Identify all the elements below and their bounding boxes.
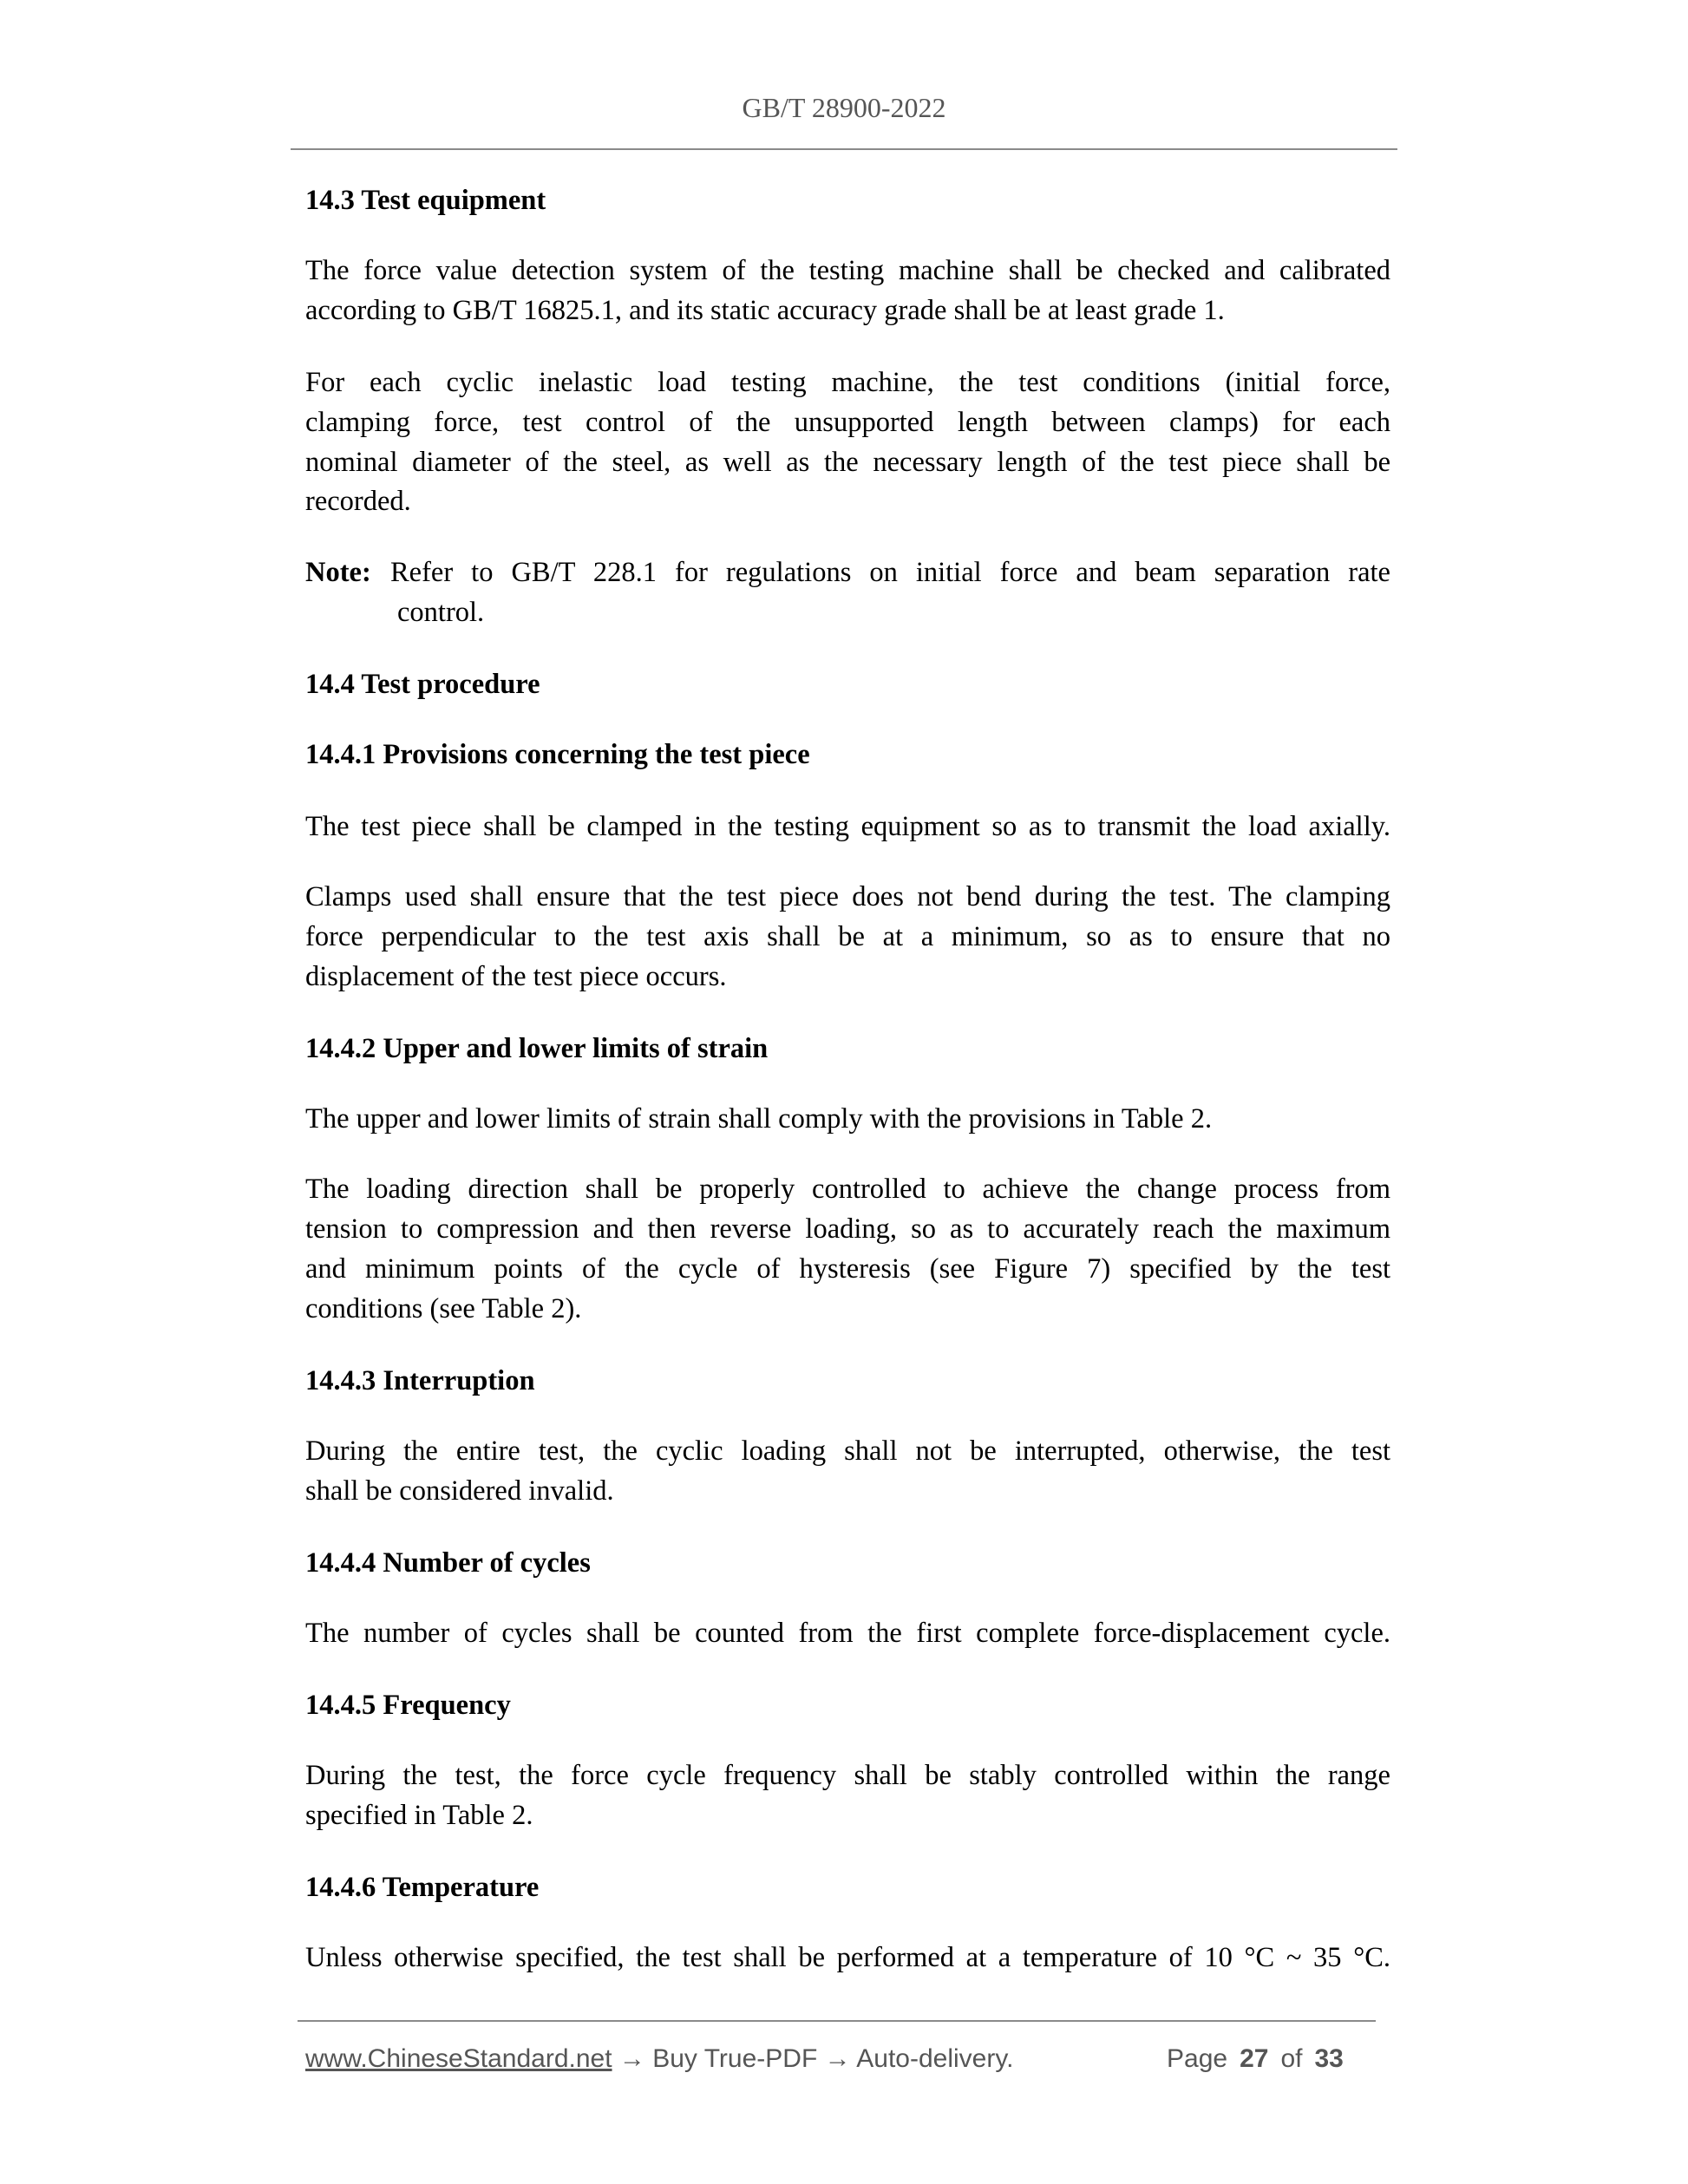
page-of-label: of xyxy=(1280,2044,1303,2073)
paragraph-line: nominal diameter of the steel, as well as the necessary length of the test piece shall be xyxy=(305,447,1390,478)
chinesestandard-link[interactable]: www.ChineseStandard.net xyxy=(305,2044,612,2073)
section-heading-14-4-3: 14.4.3 Interruption xyxy=(305,1365,535,1396)
note-text-continued: control. xyxy=(397,597,485,628)
paragraph-line: During the test, the force cycle frequency shall be stably controlled within the range xyxy=(305,1760,1390,1791)
section-heading-14-4-5: 14.4.5 Frequency xyxy=(305,1690,511,1721)
page-number xyxy=(1167,2043,1344,2075)
paragraph-line: according to GB/T 16825.1, and its static accuracy grade shall be at least grade 1. xyxy=(305,295,1225,326)
section-heading-14-4-2: 14.4.2 Upper and lower limits of strain xyxy=(305,1033,769,1064)
section-heading-14-4-6: 14.4.6 Temperature xyxy=(305,1872,540,1903)
note-text: Refer to GB/T 228.1 for regulations on initial force and beam separation rate xyxy=(390,557,1390,588)
section-heading-14-4-1: 14.4.1 Provisions concerning the test piece xyxy=(305,739,810,770)
page-current: 27 xyxy=(1240,2044,1269,2073)
page-total: 33 xyxy=(1314,2044,1344,2073)
paragraph-line: The upper and lower limits of strain shall comply with the provisions in Table 2. xyxy=(305,1103,1213,1135)
paragraph-line: clamping force, test control of the unsupported length between clamps) for each xyxy=(305,407,1390,438)
paragraph-line: The force value detection system of the testing machine shall be checked and calibrated xyxy=(305,255,1390,286)
footer-divider xyxy=(298,2020,1376,2022)
section-heading-14-4-4: 14.4.4 Number of cycles xyxy=(305,1547,591,1579)
paragraph-line: and minimum points of the cycle of hysteresis (see Figure 7) specified by the test xyxy=(305,1253,1390,1285)
paragraph-line: Unless otherwise specified, the test shall be performed at a temperature of 10 °C ~ 35 °C. xyxy=(305,1942,1390,1973)
paragraph-line: recorded. xyxy=(305,486,411,517)
paragraph-line: displacement of the test piece occurs. xyxy=(305,961,727,992)
paragraph-line: The loading direction shall be properly controlled to achieve the change process from xyxy=(305,1174,1390,1205)
paragraph-line: For each cyclic inelastic load testing machine, the test conditions (initial force, xyxy=(305,367,1390,398)
paragraph-line: shall be considered invalid. xyxy=(305,1475,614,1507)
paragraph-line: specified in Table 2. xyxy=(305,1800,533,1831)
note xyxy=(305,555,1390,590)
document-header-id: GB/T 28900-2022 xyxy=(742,92,946,123)
footer-promo-text: → Buy True-PDF → Auto-delivery. xyxy=(612,2044,1014,2073)
section-heading-14-3: 14.3 Test equipment xyxy=(305,185,546,216)
note-label: Note: xyxy=(305,557,371,588)
paragraph-line: The number of cycles shall be counted from the first complete force-displacement cycle. xyxy=(305,1618,1390,1649)
paragraph-line: Clamps used shall ensure that the test piece does not bend during the test. The clamping xyxy=(305,881,1390,912)
paragraph-line: During the entire test, the cyclic loading shall not be interrupted, otherwise, the test xyxy=(305,1435,1390,1467)
section-heading-14-4: 14.4 Test procedure xyxy=(305,669,540,700)
paragraph-line: conditions (see Table 2). xyxy=(305,1293,582,1324)
header-divider xyxy=(291,148,1397,150)
page-label: Page xyxy=(1167,2044,1228,2073)
paragraph-line: force perpendicular to the test axis shall be at a minimum, so as to ensure that no xyxy=(305,921,1390,952)
paragraph-line: tension to compression and then reverse loading, so as to accurately reach the maximum xyxy=(305,1213,1390,1245)
paragraph-line: The test piece shall be clamped in the testing equipment so as to transmit the load axially. xyxy=(305,811,1390,842)
